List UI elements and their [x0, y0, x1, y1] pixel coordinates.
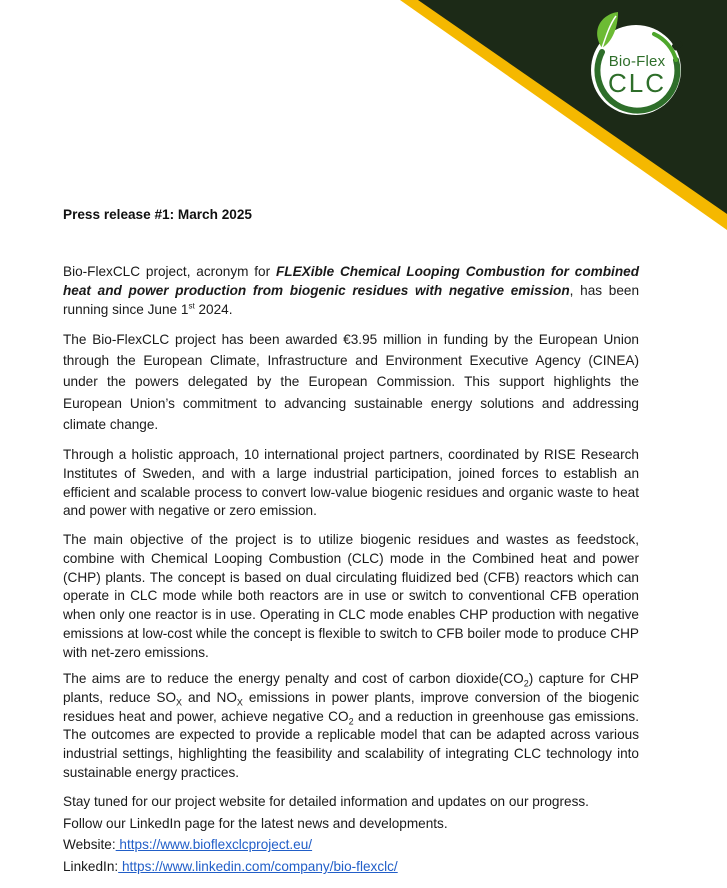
objective-text: The main objective of the project is to utilize biogenic residues and wastes as feedstock, combine with Chemical Looping Combustion (CLC) mode in the Combined heat and power (CHP) plants. The concept is based on dual circulating fluidized bed (CFB) reactors which can operate in CLC mode while both reactors are in use or switch to conventional CFB operation when only one reactor is in use. Operating in CLC mode enables CHP production with negative emissions at low-cost while the concept is flexible to switch to CFB boiler mode to produce CHP with net-zero emissions. — [63, 532, 639, 660]
ordinal-suffix: st — [188, 301, 195, 311]
aims-text-4: emissions in power plants, improve conversion of the biogenic residues heat and power, achieve negative CO — [63, 689, 640, 724]
paragraph-funding — [63, 329, 639, 435]
approach-text: Through a holistic approach, 10 international project partners, coordinated by RISE Research Institutes of Sweden, and with a large industrial participation, joined forces to establish an efficient and scalable process to convert low-value biogenic residues and organic waste to heat and power with negative or zero emission. — [63, 447, 639, 519]
aims-text-1: The aims are to reduce the energy penalty and cost of carbon dioxide(CO — [63, 671, 524, 686]
paragraph-intro — [63, 263, 639, 319]
subscript: X — [236, 697, 243, 708]
aims-text-5: and a reduction in greenhouse gas emissions. The outcomes are expected to provide a replicable model that can be adapted across various industrial settings, highlighting the feasibility and scalability of integrating CLC technology into sustainable energy practices. — [63, 708, 639, 780]
press-release-title: Press release #1: March 2025 — [63, 207, 252, 222]
bio-flex-clc-logo — [584, 8, 690, 116]
paragraph-aims — [63, 670, 639, 783]
paragraph-objective — [63, 531, 639, 663]
footer-line-follow: Follow our LinkedIn page for the latest news and developments. — [63, 816, 448, 831]
subscript: 2 — [523, 678, 529, 689]
website-label: Website: — [63, 837, 116, 852]
website-link[interactable]: https://www.bioflexclcproject.eu/ — [115, 837, 313, 852]
subscript: X — [176, 697, 183, 708]
intro-text: Bio-FlexCLC project, acronym for — [63, 264, 276, 279]
logo-text-clc: CLC — [607, 68, 666, 98]
website-row — [63, 836, 312, 855]
intro-text-2: , has been running since June 1 — [63, 282, 639, 317]
intro-text-3: 2024. — [194, 301, 233, 317]
funding-text: The Bio-FlexCLC project has been awarded €3.95 million in funding by the European Union through the European Climate, Infrastructure and Environment Executive Agency (CINEA) under the powers delegated by the European Commission. This support highlights the European Union’s commitment to advancing sustainable energy solutions and addressing climate change. — [63, 332, 639, 432]
linkedin-link[interactable]: https://www.linkedin.com/company/bio-flexclc/ — [118, 859, 398, 874]
linkedin-label: LinkedIn: — [63, 859, 119, 874]
subscript: 2 — [348, 716, 354, 727]
aims-text-3: and NO — [182, 689, 237, 705]
paragraph-approach — [63, 446, 639, 521]
project-full-name: FLEXible Chemical Looping Combustion for combined heat and power production from biogenic residues with negative emission — [63, 264, 639, 298]
linkedin-row — [63, 858, 398, 877]
aims-text-2: ) capture for CHP plants, reduce SO — [63, 671, 639, 705]
logo-text-bio-flex: Bio-Flex — [608, 53, 666, 70]
footer-line-stay-tuned: Stay tuned for our project website for detailed information and updates on our progress. — [63, 794, 589, 809]
